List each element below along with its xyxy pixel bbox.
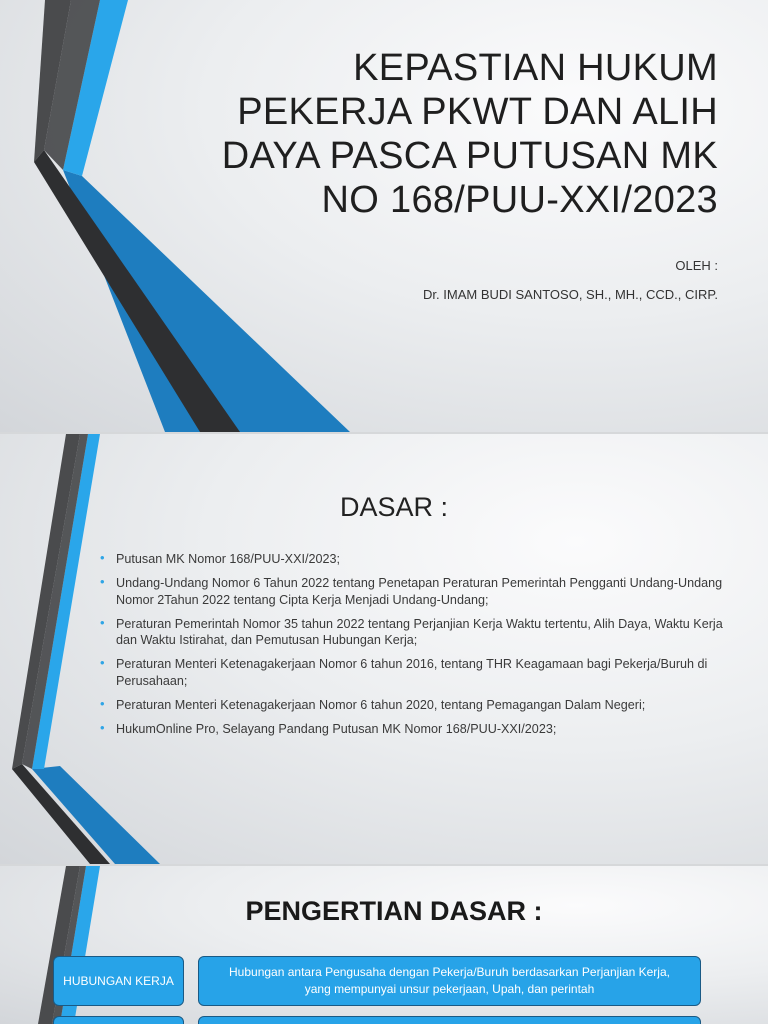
title-line: DAYA PASCA PUTUSAN MK (221, 135, 718, 177)
term-box-hubungan-kerja: HUBUNGAN KERJA (53, 956, 184, 1006)
slide-title: PENGERTIAN DASAR : (245, 896, 543, 926)
presentation-title (158, 46, 718, 222)
bullet-dot-icon: • (100, 574, 105, 589)
pengertian-slide (0, 866, 768, 1024)
list-item: • Peraturan Pemerintah Nomor 35 tahun 2022 tentang Perjanjian Kerja Waktu tertentu, Alih Daya, Waktu Kerja dan Waktu Istirahat, dan Pemutusan Hubungan Kerja; (100, 614, 723, 647)
bullet-dot-icon: • (100, 719, 105, 735)
oleh-label: OLEH : (675, 258, 718, 273)
list-item: • HukumOnline Pro, Selayang Pandang Putusan MK Nomor 168/PUU-XXI/2023; (100, 719, 557, 736)
bullet-dot-icon: • (100, 695, 105, 711)
bullet-dot-icon: • (100, 550, 105, 565)
list-item: • Peraturan Menteri Ketenagakerjaan Nomor 6 tahun 2016, tentang THR Keagamaan bagi Pekerja/Buruh di Perusahaan; (100, 655, 708, 688)
list-item: • Peraturan Menteri Ketenagakerjaan Nomor 6 tahun 2020, tentang Pemagangan Dalam Negeri; (100, 695, 646, 712)
bullet-dot-icon: • (100, 614, 105, 630)
definition-box-next (198, 1016, 701, 1024)
definition-box-hubungan-kerja: Hubungan antara Pengusaha dengan Pekerja/Buruh berdasarkan Perjanjian Kerja, yang mempunyai unsur pekerjaan, Upah, dan perintah (198, 956, 701, 1006)
term-box-next (53, 1016, 184, 1024)
title-line: PEKERJA PKWT DAN ALIH (237, 91, 718, 133)
author-name: Dr. IMAM BUDI SANTOSO, SH., MH., CCD., CIRP. (423, 287, 718, 302)
title-slide (0, 0, 768, 432)
legal-basis-list (100, 551, 730, 745)
list-item: • Putusan MK Nomor 168/PUU-XXI/2023; (100, 550, 340, 566)
title-line: KEPASTIAN HUKUM (353, 47, 718, 89)
bullet-dot-icon: • (100, 655, 105, 670)
slide-title: DASAR : (339, 492, 449, 522)
list-item: • Undang-Undang Nomor 6 Tahun 2022 tentang Penetapan Peraturan Pemerintah Pengganti Undang-Undang Nomor 2Tahun 2022 tentang Cipta Kerja Menjadi Undang-Undang; (100, 574, 723, 607)
dasar-slide (0, 434, 768, 864)
title-line: NO 168/PUU-XXI/2023 (321, 179, 718, 221)
